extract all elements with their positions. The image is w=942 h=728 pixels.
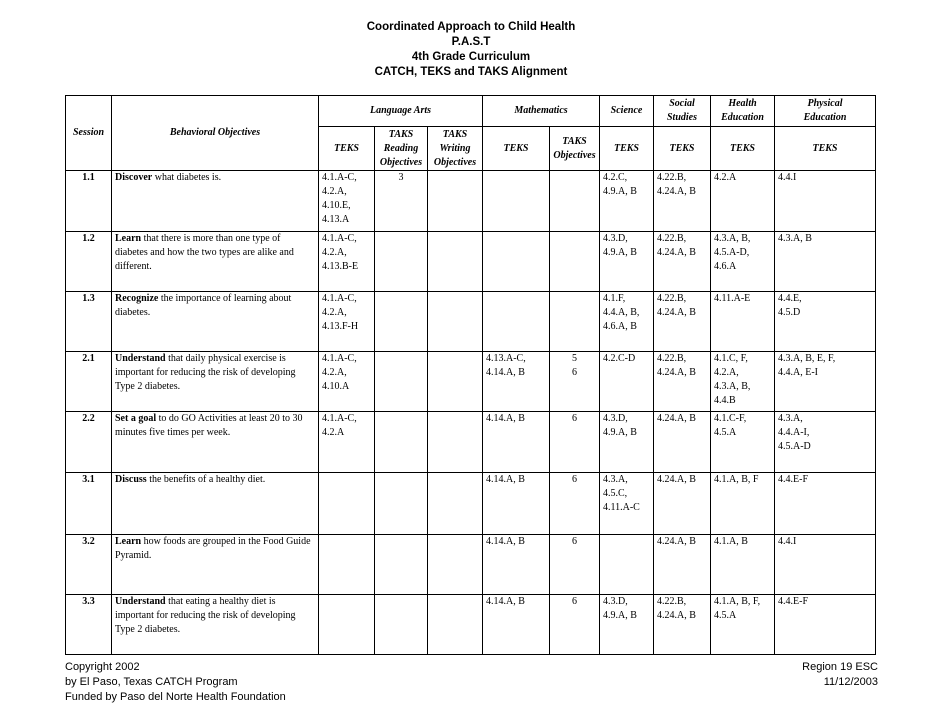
cell-line: 3: [398, 172, 404, 183]
cell-line: 4.22.B,: [657, 293, 687, 304]
taks-math-cell: [550, 171, 600, 232]
cell-line: 4.24.A, B: [657, 186, 696, 197]
science-teks-header: TEKS: [600, 127, 654, 171]
behavioral-objective-cell: [112, 473, 319, 535]
language-arts-header: Language Arts: [319, 96, 483, 127]
behavioral-objective-cell: [112, 412, 319, 473]
la-teks-cell: [319, 171, 375, 232]
cell-line: 4.24.A, B: [657, 474, 696, 485]
taks-reading-cell: [375, 595, 428, 655]
cell-line: 4.2.C,: [603, 172, 628, 183]
physical-education-cell: [775, 595, 876, 655]
cell-line: 4.1.A-C,: [322, 233, 357, 244]
taks-math-cell: [550, 473, 600, 535]
title-line-1: Coordinated Approach to Child Health: [366, 21, 576, 33]
physical-education-cell: [775, 473, 876, 535]
date-line: 11/12/2003: [823, 676, 878, 688]
health-education-cell: [711, 292, 775, 352]
cell-line: 4.5.A-D,: [714, 247, 750, 258]
behavioral-objective-cell: [112, 535, 319, 595]
cell-line: 4.9.A, B: [603, 427, 637, 438]
objective-verb: Understand: [115, 596, 166, 607]
cell-line: 4.4.A-I,: [778, 427, 810, 438]
la-teks-cell: [319, 412, 375, 473]
cell-line: 4.5.A: [714, 427, 737, 438]
taks-math-cell: [550, 412, 600, 473]
taks-writing-cell: [428, 232, 483, 292]
cell-line: 4.3.D,: [603, 596, 628, 607]
cell-line: 4.4.E-F: [778, 474, 808, 485]
behavioral-objective-cell: [112, 292, 319, 352]
math-teks-cell: [483, 352, 550, 412]
taks-reading-cell: [375, 292, 428, 352]
taks-reading-cell: [375, 412, 428, 473]
science-cell: [600, 171, 654, 232]
social-studies-cell: [654, 535, 711, 595]
social-studies-cell: [654, 412, 711, 473]
cell-line: 4.14.A, B: [486, 596, 525, 607]
session-cell: 3.1: [66, 473, 112, 535]
cell-line: 4.14.A, B: [486, 474, 525, 485]
program-line: by El Paso, Texas CATCH Program: [65, 676, 238, 688]
cell-line: 4.1.A-C,: [322, 172, 357, 183]
cell-line: 6: [572, 367, 577, 378]
taks-writing-header: TAKS Writing Objectives: [428, 127, 483, 171]
health-education-cell: [711, 535, 775, 595]
science-cell: [600, 412, 654, 473]
behavioral-objective-cell: [112, 595, 319, 655]
cell-line: 4.13.A: [322, 214, 350, 225]
cell-line: 4.2.C-D: [603, 353, 636, 364]
science-cell: [600, 232, 654, 292]
taks-reading-cell: [375, 535, 428, 595]
cell-line: 4.2.A,: [322, 367, 347, 378]
la-teks-cell: [319, 352, 375, 412]
cell-line: 4.4.I: [778, 536, 797, 547]
social-studies-cell: [654, 595, 711, 655]
physical-education-header: Physical Education: [775, 96, 876, 127]
objective-verb: Set a goal: [115, 413, 157, 424]
objective-text: that daily physical exercise is important for reducing the risk of developing Type 2 diabetes.: [115, 353, 296, 392]
taks-writing-cell: [428, 595, 483, 655]
cell-line: 4.10.A: [322, 381, 350, 392]
physical-education-cell: [775, 412, 876, 473]
objective-verb: Learn: [115, 536, 142, 547]
footer-right: [802, 660, 878, 690]
objective-verb: Learn: [115, 233, 142, 244]
objective-text: how foods are grouped in the Food Guide Pyramid.: [115, 536, 311, 561]
taks-reading-header: TAKS Reading Objectives: [375, 127, 428, 171]
health-education-cell: [711, 352, 775, 412]
cell-line: 4.6.A: [714, 261, 737, 272]
physical-education-cell: [775, 292, 876, 352]
objective-text: the benefits of a healthy diet.: [146, 474, 266, 485]
cell-line: 6: [572, 413, 577, 424]
taks-reading-cell: [375, 473, 428, 535]
cell-line: 4.5.C,: [603, 488, 628, 499]
funding-line: Funded by Paso del Norte Health Foundation: [65, 691, 286, 703]
session-header: Session: [66, 96, 112, 171]
behavioral-objective-cell: [112, 352, 319, 412]
document-header: [0, 20, 942, 80]
cell-line: 4.13.F-H: [322, 321, 359, 332]
health-teks-header: TEKS: [711, 127, 775, 171]
copyright-line: Copyright 2002: [65, 661, 140, 673]
health-education-header: Health Education: [711, 96, 775, 127]
cell-line: 4.22.B,: [657, 353, 687, 364]
science-cell: [600, 352, 654, 412]
cell-line: 4.5.A: [714, 610, 737, 621]
taks-reading-cell: [375, 232, 428, 292]
cell-line: 4.4.E-F: [778, 596, 808, 607]
social-studies-cell: [654, 473, 711, 535]
table-row: [66, 171, 876, 232]
cell-line: 4.5.D: [778, 307, 801, 318]
math-teks-cell: [483, 171, 550, 232]
cell-line: 4.3.A, B: [778, 233, 812, 244]
cell-line: 4.1.C-F,: [714, 413, 747, 424]
math-teks-cell: [483, 595, 550, 655]
cell-line: 4.3.D,: [603, 413, 628, 424]
cell-line: 4.3.A, B, E, F,: [778, 353, 836, 364]
cell-line: 4.2.A: [322, 427, 345, 438]
region-line: Region 19 ESC: [802, 661, 878, 673]
table-row: [66, 535, 876, 595]
cell-line: 4.22.B,: [657, 233, 687, 244]
cell-line: 4.4.E,: [778, 293, 802, 304]
cell-line: 4.4.A, E-I: [778, 367, 818, 378]
math-teks-cell: [483, 535, 550, 595]
taks-writing-cell: [428, 352, 483, 412]
la-teks-cell: [319, 292, 375, 352]
cell-line: 4.1.A, B, F,: [714, 596, 761, 607]
social-studies-cell: [654, 232, 711, 292]
cell-line: 4.1.F,: [603, 293, 626, 304]
cell-line: 4.1.A-C,: [322, 353, 357, 364]
cell-line: 4.9.A, B: [603, 247, 637, 258]
session-cell: 3.3: [66, 595, 112, 655]
cell-line: 4.1.A, B: [714, 536, 748, 547]
cell-line: 4.5.A-D: [778, 441, 811, 452]
cell-line: 4.4.I: [778, 172, 797, 183]
science-header: Science: [600, 96, 654, 127]
session-cell: 2.2: [66, 412, 112, 473]
cell-line: 4.24.A, B: [657, 413, 696, 424]
taks-math-cell: [550, 352, 600, 412]
cell-line: 4.3.A, B,: [714, 233, 751, 244]
cell-line: 4.3.D,: [603, 233, 628, 244]
objective-verb: Understand: [115, 353, 166, 364]
objective-text: what diabetes is.: [152, 172, 222, 183]
table-row: [66, 473, 876, 535]
cell-line: 4.4.A, B,: [603, 307, 640, 318]
math-teks-header: TEKS: [483, 127, 550, 171]
social-studies-cell: [654, 171, 711, 232]
cell-line: 4.2.A: [714, 172, 737, 183]
table-row: [66, 595, 876, 655]
objective-text: that there is more than one type of diabetes and how the two types are alike and different.: [115, 233, 294, 272]
taks-writing-cell: [428, 535, 483, 595]
objective-verb: Discuss: [115, 474, 147, 485]
title-line-3: 4th Grade Curriculum: [411, 51, 531, 63]
health-education-cell: [711, 171, 775, 232]
cell-line: 4.2.A,: [322, 247, 347, 258]
objective-text: the importance of learning about diabetes.: [115, 293, 292, 318]
la-teks-cell: [319, 232, 375, 292]
cell-line: 4.24.A, B: [657, 610, 696, 621]
science-cell: [600, 535, 654, 595]
physical-education-cell: [775, 352, 876, 412]
taks-math-header: TAKS Objectives: [550, 127, 600, 171]
cell-line: 4.2.A,: [322, 307, 347, 318]
behavioral-objective-cell: [112, 171, 319, 232]
cell-line: 4.14.A, B: [486, 413, 525, 424]
physical-education-cell: [775, 535, 876, 595]
la-teks-header: TEKS: [319, 127, 375, 171]
cell-line: 4.11.A-C: [603, 502, 640, 513]
cell-line: 5: [572, 353, 577, 364]
social-studies-cell: [654, 292, 711, 352]
objective-text: that eating a healthy diet is important for reducing the risk of developing Type 2 diabetes.: [115, 596, 296, 635]
cell-line: 4.22.B,: [657, 596, 687, 607]
cell-line: 4.24.A, B: [657, 367, 696, 378]
title-line-2: P.A.S.T: [451, 36, 491, 48]
objective-verb: Recognize: [115, 293, 159, 304]
social-teks-header: TEKS: [654, 127, 711, 171]
taks-math-cell: [550, 535, 600, 595]
mathematics-header: Mathematics: [483, 96, 600, 127]
physical-education-cell: [775, 171, 876, 232]
cell-line: 4.9.A, B: [603, 186, 637, 197]
cell-line: 6: [572, 474, 577, 485]
taks-writing-cell: [428, 292, 483, 352]
cell-line: 4.24.A, B: [657, 536, 696, 547]
cell-line: 6: [572, 596, 577, 607]
cell-line: 4.6.A, B: [603, 321, 637, 332]
behavioral-objective-cell: [112, 232, 319, 292]
session-cell: 3.2: [66, 535, 112, 595]
cell-line: 4.9.A, B: [603, 610, 637, 621]
objective-verb: Discover: [115, 172, 153, 183]
cell-line: 4.1.A, B, F: [714, 474, 759, 485]
table-row: [66, 292, 876, 352]
cell-line: 4.1.C, F,: [714, 353, 748, 364]
cell-line: 4.3.A, B,: [714, 381, 751, 392]
cell-line: 4.14.A, B: [486, 536, 525, 547]
cell-line: 4.22.B,: [657, 172, 687, 183]
pe-teks-header: TEKS: [775, 127, 876, 171]
health-education-cell: [711, 473, 775, 535]
cell-line: 4.10.E,: [322, 200, 351, 211]
table-row: [66, 412, 876, 473]
taks-math-cell: [550, 595, 600, 655]
taks-math-cell: [550, 292, 600, 352]
objective-text: to do GO Activities at least 20 to 30 minutes five times per week.: [115, 413, 303, 438]
physical-education-cell: [775, 232, 876, 292]
taks-math-cell: [550, 232, 600, 292]
taks-writing-cell: [428, 412, 483, 473]
cell-line: 4.2.A,: [714, 367, 739, 378]
la-teks-cell: [319, 473, 375, 535]
cell-line: 4.3.A,: [778, 413, 803, 424]
math-teks-cell: [483, 292, 550, 352]
table-row: [66, 352, 876, 412]
taks-writing-cell: [428, 171, 483, 232]
cell-line: 4.24.A, B: [657, 247, 696, 258]
science-cell: [600, 292, 654, 352]
health-education-cell: [711, 595, 775, 655]
table-body: [66, 171, 876, 655]
session-cell: 1.2: [66, 232, 112, 292]
session-cell: 1.1: [66, 171, 112, 232]
math-teks-cell: [483, 473, 550, 535]
math-teks-cell: [483, 412, 550, 473]
taks-writing-cell: [428, 473, 483, 535]
cell-line: 4.3.A,: [603, 474, 628, 485]
cell-line: 4.1.A-C,: [322, 413, 357, 424]
science-cell: [600, 595, 654, 655]
health-education-cell: [711, 232, 775, 292]
la-teks-cell: [319, 535, 375, 595]
alignment-table: [65, 95, 876, 655]
cell-line: 4.11.A-E: [714, 293, 751, 304]
session-cell: 1.3: [66, 292, 112, 352]
taks-reading-cell: [375, 352, 428, 412]
la-teks-cell: [319, 595, 375, 655]
behavioral-objectives-header: Behavioral Objectives: [112, 96, 319, 171]
session-cell: 2.1: [66, 352, 112, 412]
math-teks-cell: [483, 232, 550, 292]
cell-line: 4.14.A, B: [486, 367, 525, 378]
footer-left: [65, 660, 286, 705]
taks-reading-cell: [375, 171, 428, 232]
table-row: [66, 232, 876, 292]
social-studies-header: Social Studies: [654, 96, 711, 127]
cell-line: 4.1.A-C,: [322, 293, 357, 304]
cell-line: 4.4.B: [714, 395, 736, 406]
cell-line: 4.2.A,: [322, 186, 347, 197]
science-cell: [600, 473, 654, 535]
cell-line: 4.24.A, B: [657, 307, 696, 318]
social-studies-cell: [654, 352, 711, 412]
health-education-cell: [711, 412, 775, 473]
title-line-4: CATCH, TEKS and TAKS Alignment: [374, 66, 568, 78]
cell-line: 6: [572, 536, 577, 547]
cell-line: 4.13.A-C,: [486, 353, 526, 364]
cell-line: 4.13.B-E: [322, 261, 359, 272]
